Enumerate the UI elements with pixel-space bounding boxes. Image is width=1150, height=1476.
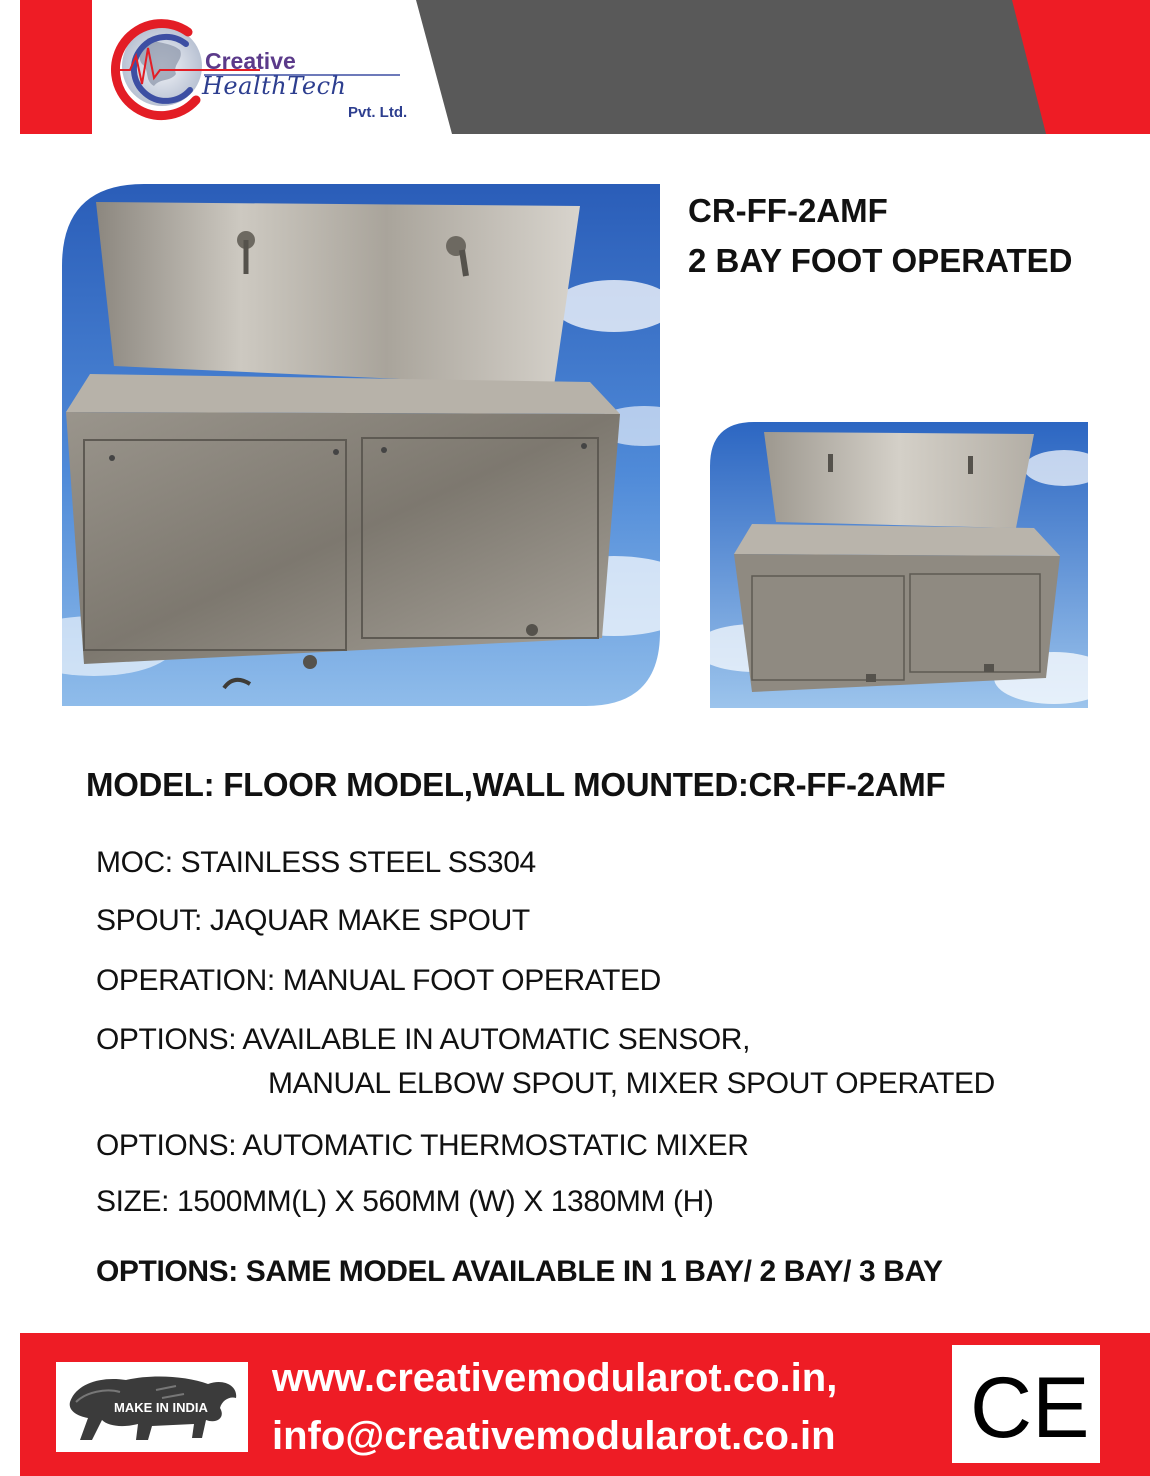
product-code: CR-FF-2AMF: [688, 192, 888, 229]
model-heading: MODEL: FLOOR MODEL,WALL MOUNTED:CR-FF-2AMF: [86, 766, 946, 803]
product-photo-main: [54, 176, 668, 714]
logo-text-healthtech: HealthTech: [202, 72, 347, 100]
ce-mark-icon: [952, 1345, 1100, 1463]
email-link[interactable]: info@creativemodularot.co.in: [272, 1414, 836, 1458]
spec-operation: OPERATION: MANUAL FOOT OPERATED: [96, 964, 661, 997]
logo-text-pvt-ltd: Pvt. Ltd.: [348, 104, 408, 121]
spec-spout: SPOUT: JAQUAR MAKE SPOUT: [96, 904, 530, 937]
logo-text-creative: Creative: [205, 48, 296, 74]
spec-options-bays: OPTIONS: SAME MODEL AVAILABLE IN 1 BAY/ 2 BAY/ 3 BAY: [96, 1255, 943, 1288]
make-in-india-logo: [56, 1362, 248, 1452]
product-photo-secondary: [694, 408, 1102, 720]
make-in-india-text: MAKE IN INDIA: [114, 1400, 208, 1415]
website-link[interactable]: www.creativemodularot.co.in,: [272, 1356, 838, 1400]
product-name: 2 BAY FOOT OPERATED: [688, 242, 1073, 279]
ce-mark: [952, 1345, 1100, 1463]
spec-options-mixer: OPTIONS: AUTOMATIC THERMOSTATIC MIXER: [96, 1129, 749, 1162]
spec-size: SIZE: 1500MM(L) X 560MM (W) X 1380MM (H): [96, 1185, 714, 1218]
lion-icon: [56, 1362, 248, 1452]
spec-moc: MOC: STAINLESS STEEL SS304: [96, 846, 536, 879]
ce-mark-text: CE: [970, 1360, 1090, 1456]
spec-options-line2: MANUAL ELBOW SPOUT, MIXER SPOUT OPERATED: [268, 1067, 995, 1100]
spec-options-line1: OPTIONS: AVAILABLE IN AUTOMATIC SENSOR,: [96, 1023, 751, 1056]
